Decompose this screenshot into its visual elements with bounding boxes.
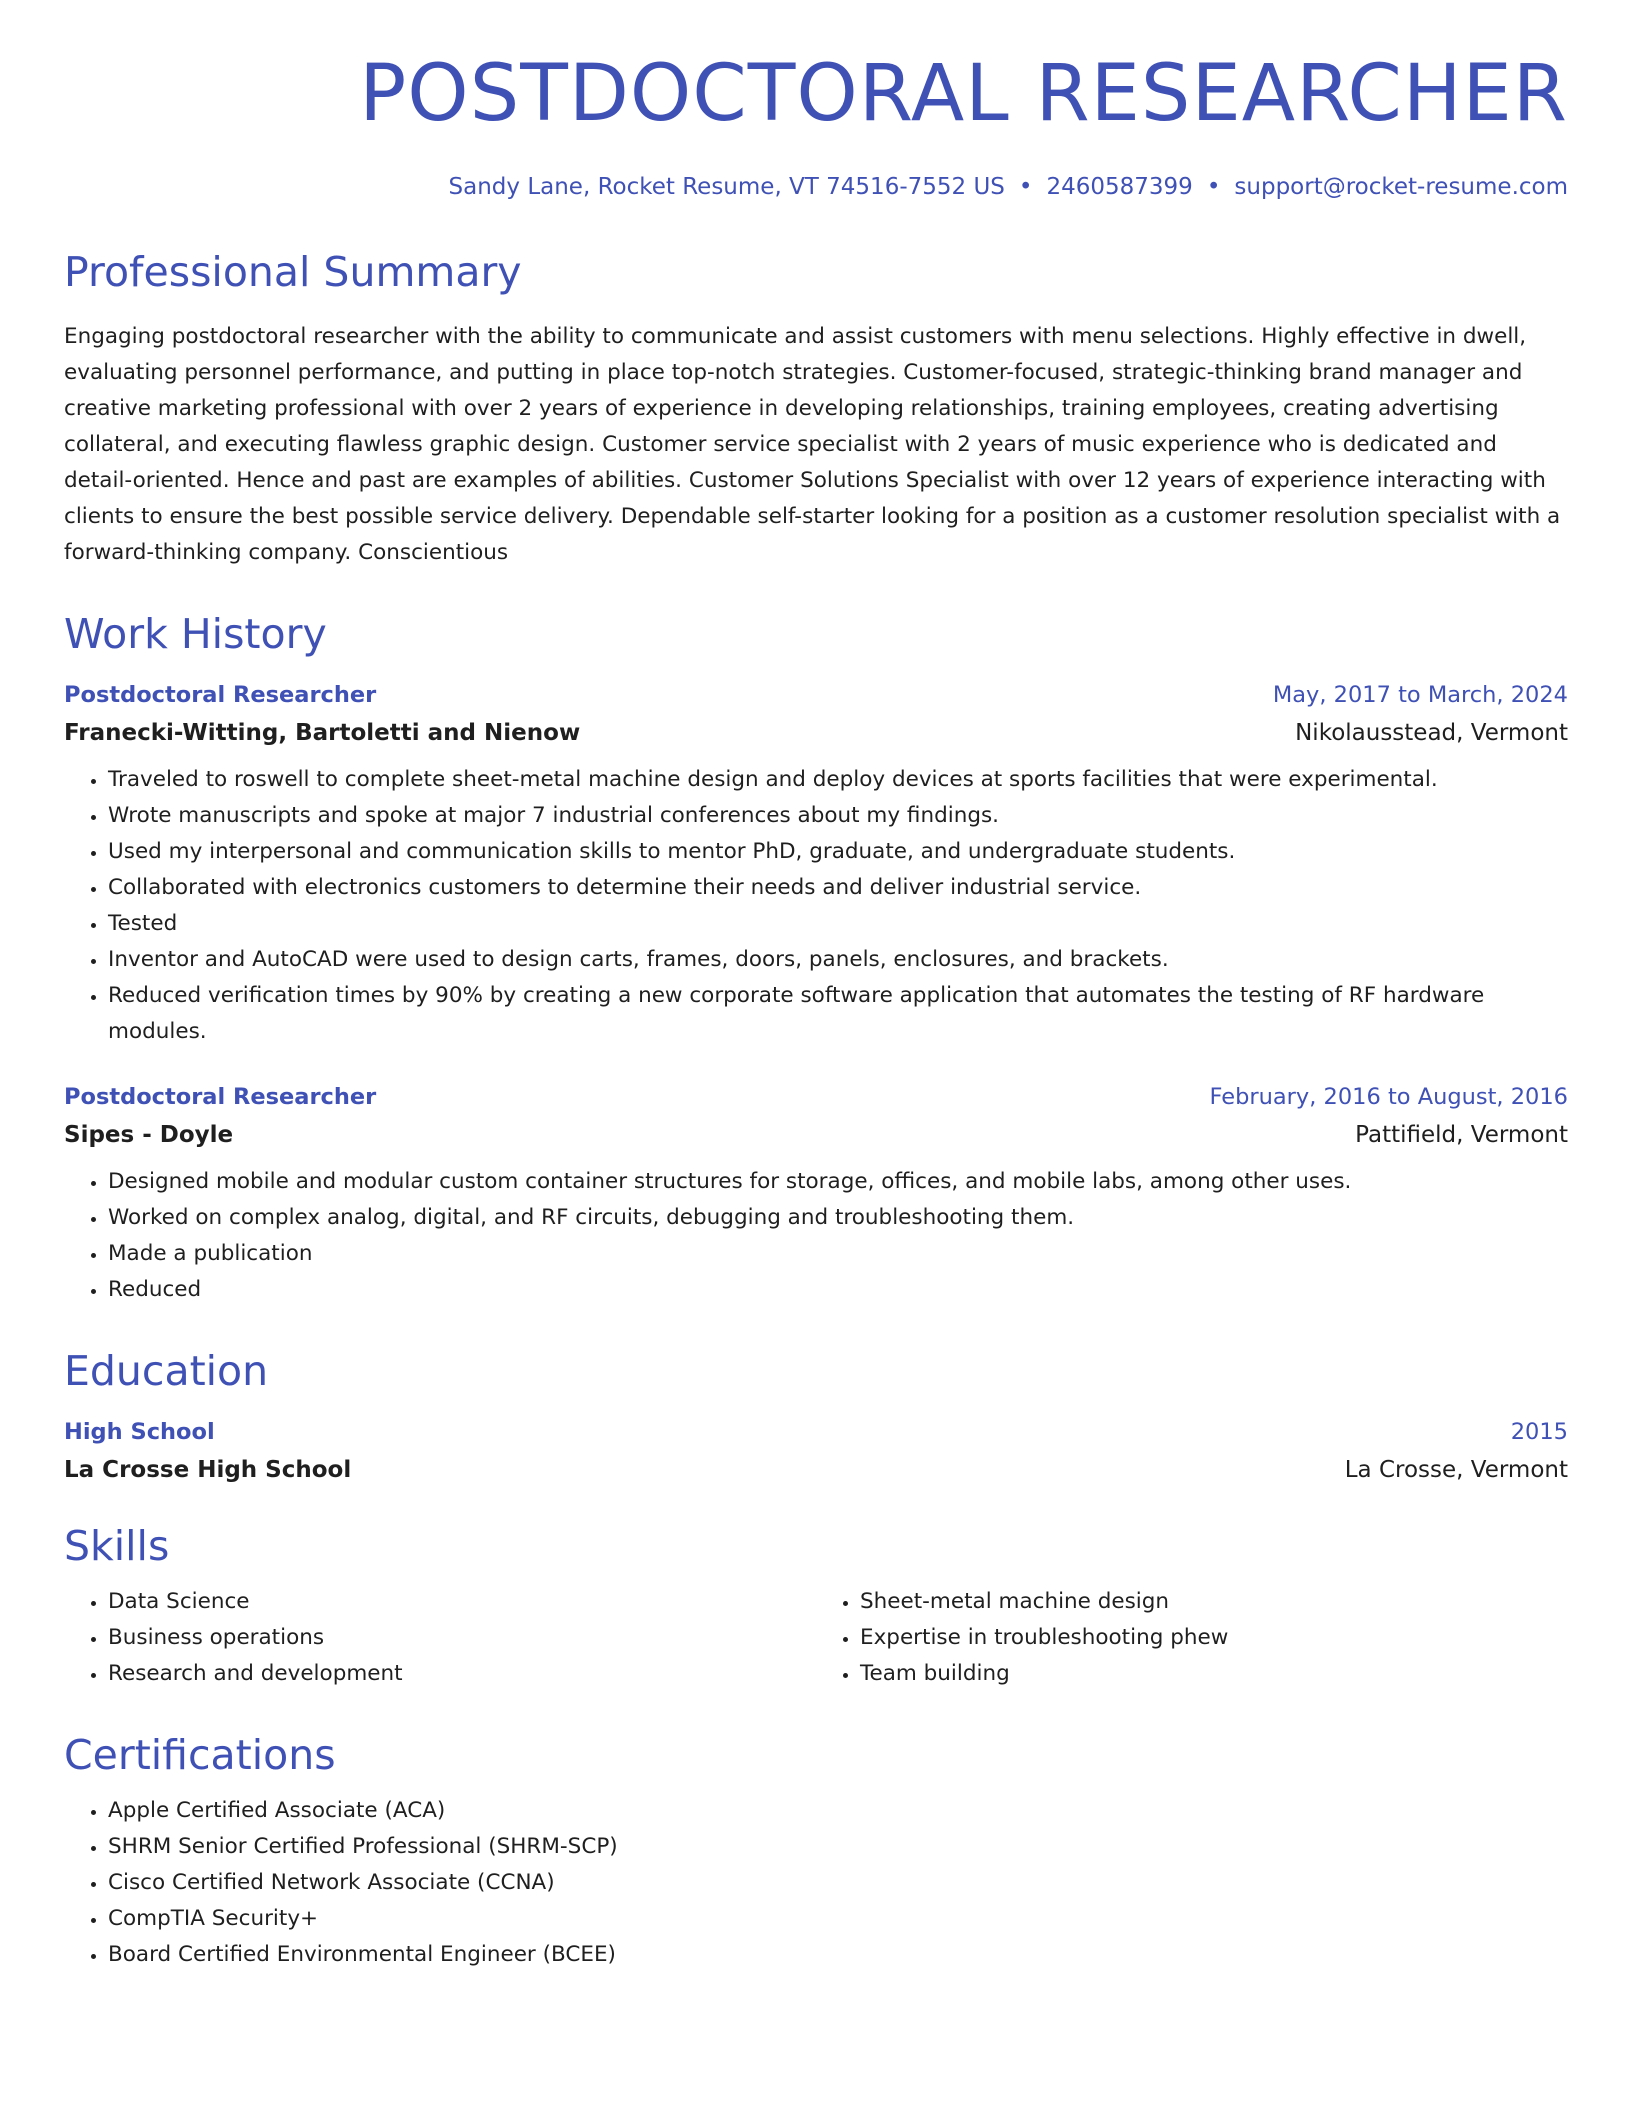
summary-text: Engaging postdoctoral researcher with the ability to communicate and assist customers with menu selections. Highly effective in dwell, evaluating personnel performance, and putting in place top-notch strategies. Customer-focused, strategic-thinking brand manager and creative marketing professional with over 2 years of experience in developing relationships, training employees, creating advertising collateral, and executing flawless graphic design. Customer service specialist with 2 years of music experience who is dedicated and detail-oriented. Hence and past are examples of abilities. Customer Solutions Specialist with over 12 years of experience interacting with clients to ensure the best possible service delivery. Dependable self-starter looking for a position as a customer resolution specialist with a forward-thinking company. Conscientious [64,323,1561,565]
job-dates: May, 2017 to March, 2024 [1272,681,1568,708]
summary-heading: Professional Summary [64,248,522,297]
certification-item: • Apple Certified Associate (ACA) [108,1793,1568,1829]
job-bullet: • Traveled to roswell to complete sheet-metal machine design and deploy devices at sports facilities that were experimental. [108,762,1568,798]
summary-section [64,249,1568,570]
job-bullet: • Made a publication [108,1236,1568,1272]
certification-item: • CompTIA Security+ [108,1901,1568,1937]
contact-phone: 2460587399 [1046,173,1193,200]
job-location: Nikolausstead, Vermont [1295,719,1568,746]
contact-email: support@rocket-resume.com [1234,173,1568,200]
job-bullet: • Collaborated with electronics customers to determine their needs and deliver industrial service. [108,870,1568,906]
contact-separator: • [1206,173,1221,200]
job-bullets [64,1164,1568,1308]
work-history-section [64,611,1568,1308]
skills-heading: Skills [64,1521,170,1570]
skill-item: • Data Science [108,1584,816,1620]
job-company: Sipes - Doyle [64,1121,234,1148]
skills-list-right [816,1584,1568,1692]
job-bullet: • Tested [108,906,1568,942]
work-history-heading: Work History [64,609,327,658]
job-bullet: • Reduced [108,1272,1568,1308]
certifications-list [64,1793,1568,1973]
job-bullet: • Wrote manuscripts and spoke at major 7 industrial conferences about my findings. [108,798,1568,834]
skill-item: • Team building [860,1656,1568,1692]
skill-item: • Business operations [108,1620,816,1656]
skills-list-left [64,1584,816,1692]
skills-columns [64,1584,1568,1692]
job-bullet: • Inventor and AutoCAD were used to design carts, frames, doors, panels, enclosures, and brackets. [108,942,1568,978]
skill-item: • Expertise in troubleshooting phew [860,1620,1568,1656]
job-entry [64,682,1568,1050]
education-entry [64,1419,1568,1483]
job-company: Franecki-Witting, Bartoletti and Nienow [64,719,581,746]
certification-item: • Board Certified Environmental Engineer (BCEE) [108,1937,1568,1973]
job-bullets [64,762,1568,1050]
job-entry [64,1084,1568,1308]
certifications-section [64,1732,1568,1973]
certifications-heading: Certifications [64,1730,336,1779]
job-title: Postdoctoral Researcher [64,681,377,708]
education-heading: Education [64,1346,269,1395]
job-dates: February, 2016 to August, 2016 [1209,1083,1568,1110]
skill-item: • Research and development [108,1656,816,1692]
education-section [64,1348,1568,1483]
skill-item: • Sheet-metal machine design [860,1584,1568,1620]
job-location: Pattifield, Vermont [1355,1121,1568,1148]
contact-line [64,174,1568,202]
job-bullet: • Reduced verification times by 90% by creating a new corporate software application that automates the testing of RF hardware modules. [108,978,1568,1050]
job-bullet: • Used my interpersonal and communication skills to mentor PhD, graduate, and undergraduate students. [108,834,1568,870]
education-location: La Crosse, Vermont [1344,1456,1568,1483]
job-bullet: • Designed mobile and modular custom container structures for storage, offices, and mobile labs, among other uses. [108,1164,1568,1200]
skills-section [64,1523,1568,1692]
resume-title: POSTDOCTORAL RESEARCHER [359,49,1568,139]
education-year: 2015 [1510,1418,1568,1445]
certification-item: • SHRM Senior Certified Professional (SHRM-SCP) [108,1829,1568,1865]
job-bullet: • Worked on complex analog, digital, and RF circuits, debugging and troubleshooting them. [108,1200,1568,1236]
certification-item: • Cisco Certified Network Associate (CCNA) [108,1865,1568,1901]
contact-separator: • [1018,173,1033,200]
contact-address: Sandy Lane, Rocket Resume, VT 74516-7552 US [448,173,1005,200]
education-school: La Crosse High School [64,1456,352,1483]
job-title: Postdoctoral Researcher [64,1083,377,1110]
education-degree: High School [64,1418,215,1445]
